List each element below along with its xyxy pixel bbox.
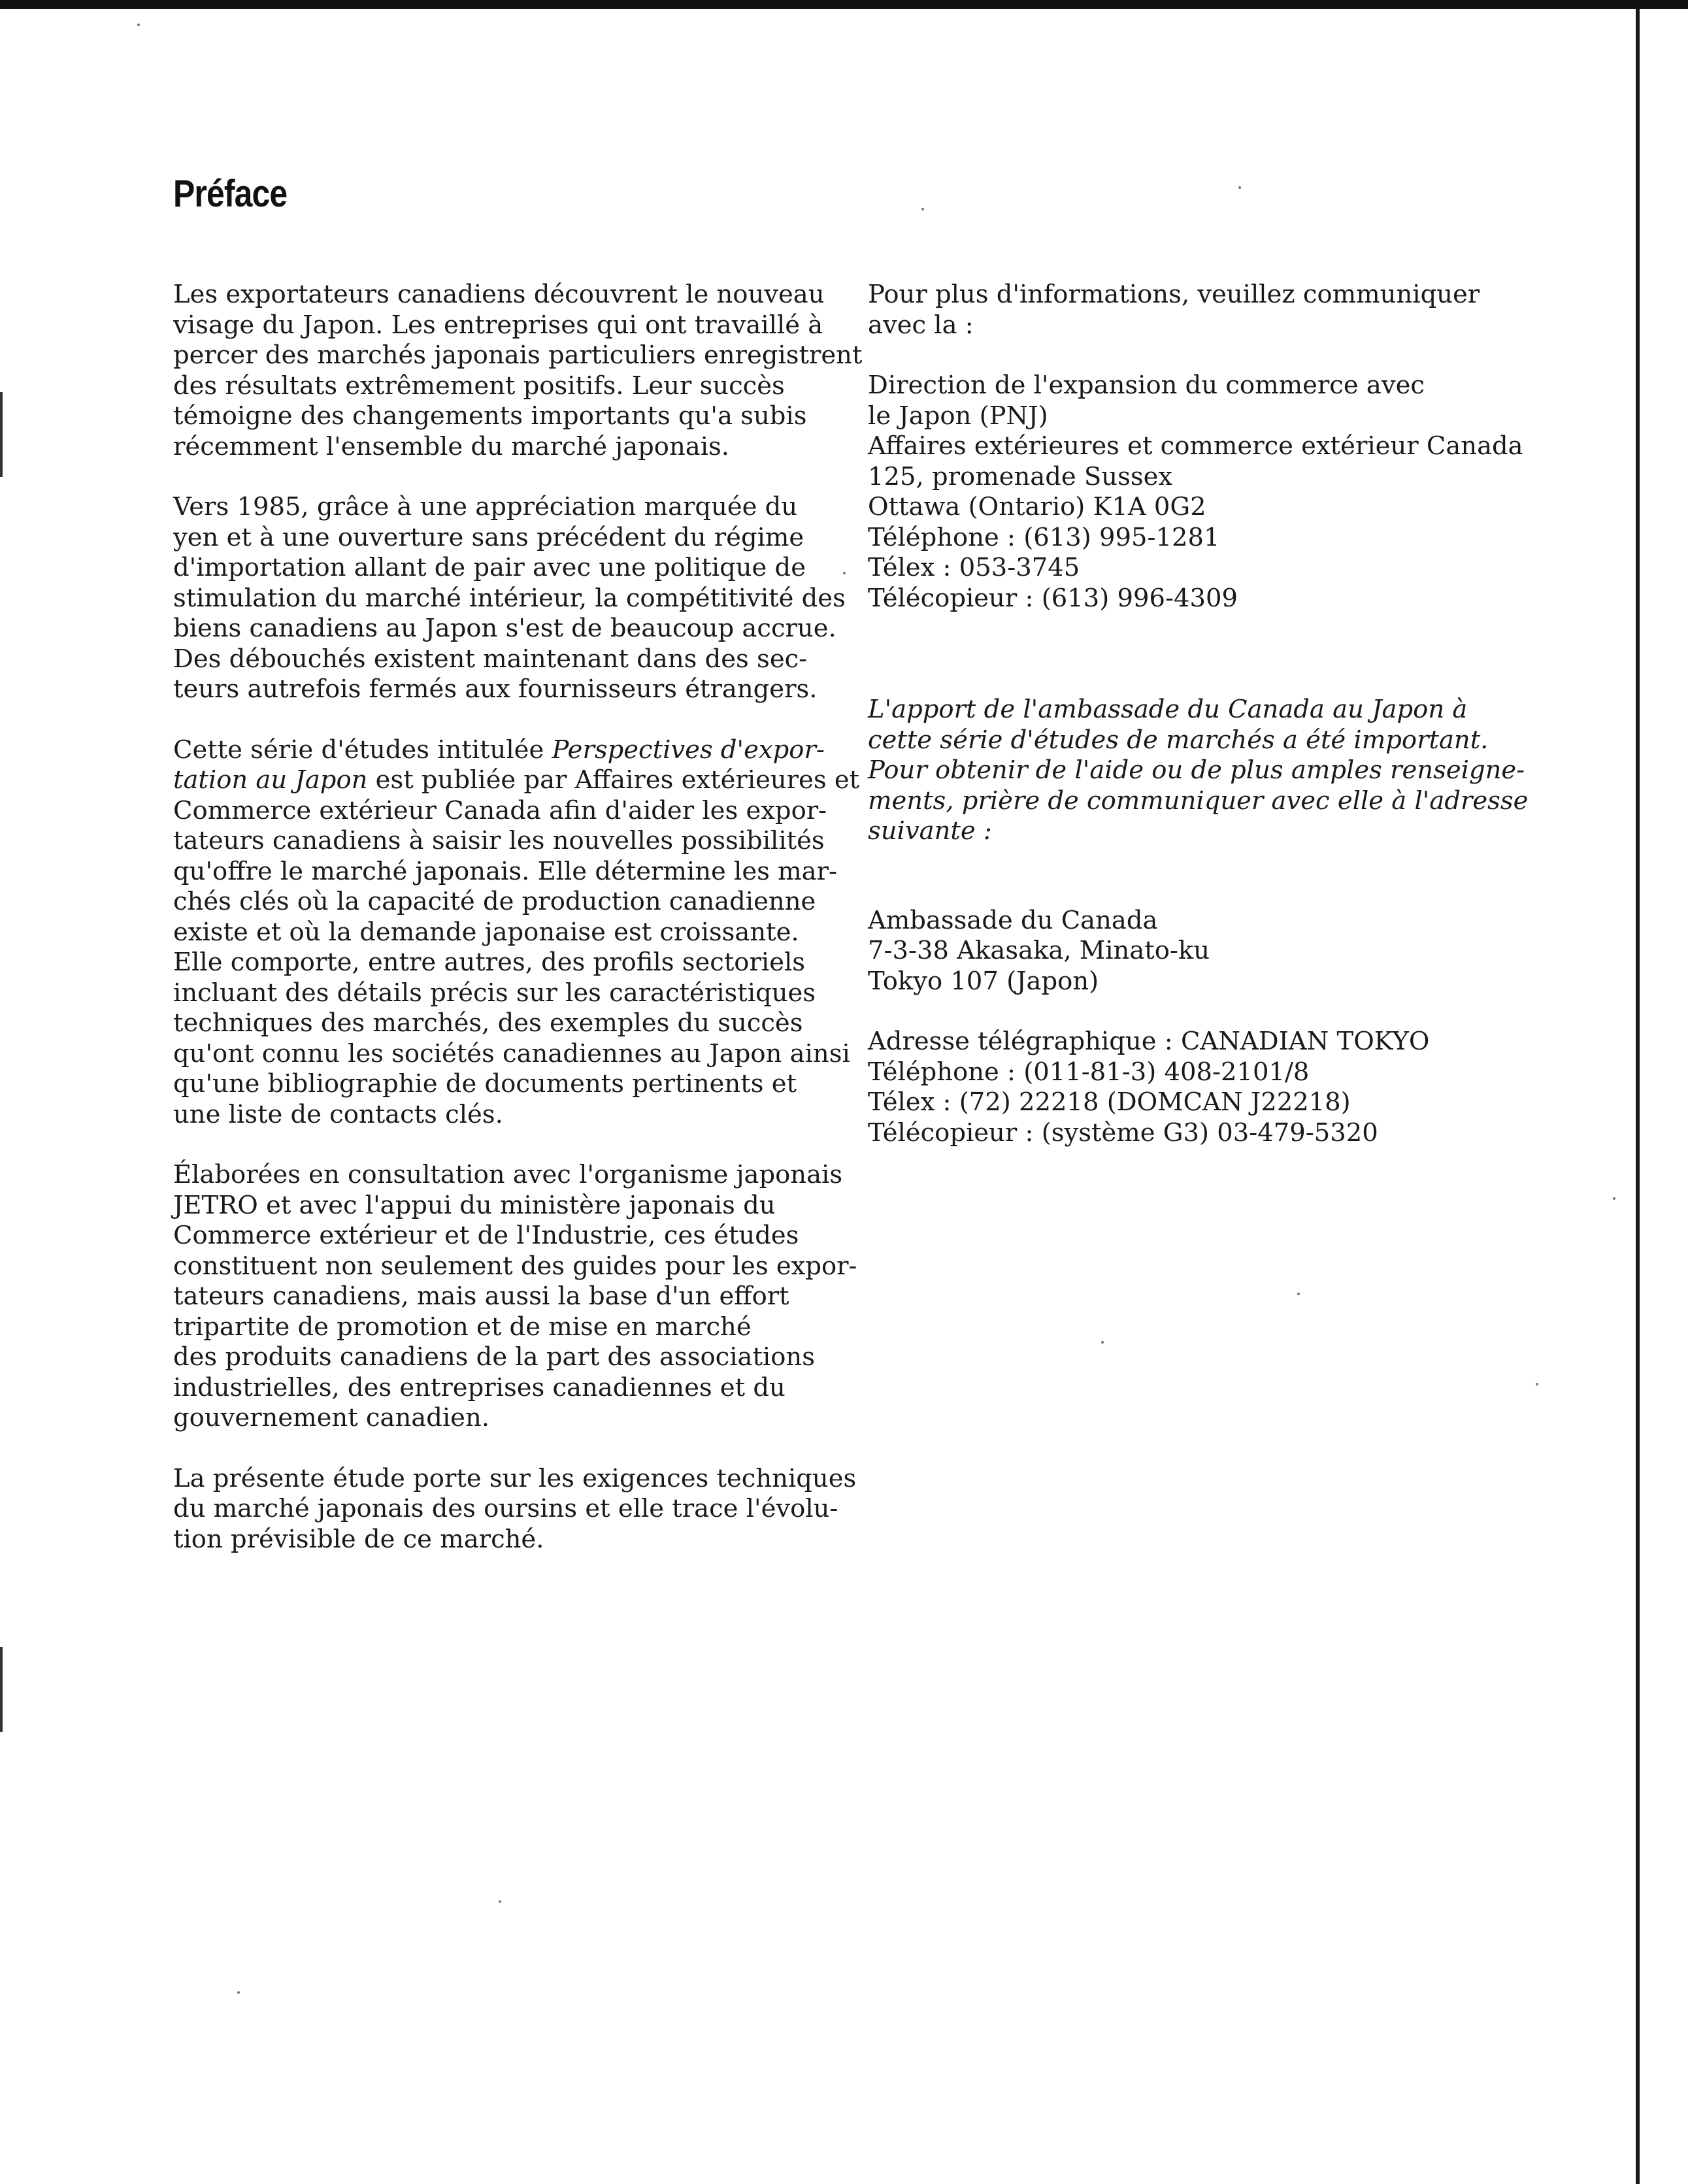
text-line: des produits canadiens de la part des associations bbox=[173, 1342, 815, 1372]
paragraph-1985 bbox=[173, 492, 846, 705]
text-line: La présente étude porte sur les exigences techniques bbox=[173, 1463, 857, 1493]
text-line: d'importation allant de pair avec une politique de bbox=[173, 553, 806, 582]
text-line: récemment l'ensemble du marché japonais. bbox=[173, 431, 730, 461]
text-line: percer des marchés japonais particuliers enregistrent bbox=[173, 340, 863, 370]
phone-line: Téléphone : (011-81-3) 408-2101/8 bbox=[868, 1057, 1310, 1087]
left-column bbox=[173, 280, 863, 1555]
text-line: Pour plus d'informations, veuillez communiquer bbox=[868, 280, 1480, 309]
text-line: Ambassade du Canada bbox=[868, 905, 1158, 935]
text-line: existe et où la demande japonaise est croissante. bbox=[173, 917, 799, 947]
text-line: techniques des marchés, des exemples du succès bbox=[173, 1008, 803, 1038]
series-title-text: tation au Japon bbox=[173, 765, 368, 795]
text-line: Élaborées en consultation avec l'organisme japonais bbox=[173, 1160, 843, 1189]
text-line: suivante : bbox=[868, 816, 992, 846]
page-title: Préface bbox=[173, 173, 288, 215]
text-line: Les exportateurs canadiens découvrent le nouveau bbox=[173, 280, 825, 309]
paragraph-spacer bbox=[868, 847, 1554, 906]
paragraph-jetro bbox=[173, 1160, 857, 1434]
scan-speck bbox=[921, 208, 924, 210]
text-line: constituent non seulement des guides pour les expor- bbox=[173, 1251, 857, 1281]
scan-speck bbox=[237, 1991, 240, 1994]
text-line: gouvernement canadien. bbox=[173, 1403, 489, 1432]
text-line: Vers 1985, grâce à une appréciation marquée du bbox=[173, 492, 798, 521]
paragraph-spacer bbox=[173, 705, 846, 735]
text-run: est publiée par Affaires extérieures et bbox=[367, 765, 860, 795]
text-line: qu'ont connu les sociétés canadiennes au Japon ainsi bbox=[173, 1038, 850, 1068]
scan-left-mark bbox=[0, 1647, 3, 1732]
paragraph-spacer bbox=[868, 997, 1554, 1027]
scan-speck bbox=[1297, 1293, 1300, 1295]
text-line: Affaires extérieures et commerce extérieur Canada bbox=[868, 431, 1523, 461]
contact-intro bbox=[868, 280, 1554, 340]
text-line: Commerce extérieur Canada afin d'aider les expor- bbox=[173, 795, 827, 825]
phone-line: Téléphone : (613) 995-1281 bbox=[868, 522, 1220, 552]
paragraph-spacer bbox=[868, 340, 1554, 371]
telegraph-line: Adresse télégraphique : CANADIAN TOKYO bbox=[868, 1027, 1430, 1056]
text-line: témoigne des changements importants qu'a subis bbox=[173, 401, 807, 431]
fax-line: Télécopieur : (système G3) 03-479-5320 bbox=[868, 1117, 1378, 1148]
paragraph-spacer bbox=[173, 1130, 846, 1160]
text-line: Elle comporte, entre autres, des profils sectoriels bbox=[173, 948, 806, 977]
text-line: stimulation du marché intérieur, la compétitivité des bbox=[173, 583, 846, 613]
text-line: ments, prière de communiquer avec elle à l'adresse bbox=[868, 786, 1529, 816]
text-line bbox=[173, 765, 860, 796]
scan-speck bbox=[1536, 1383, 1538, 1385]
scan-speck bbox=[1613, 1197, 1615, 1200]
scan-left-mark bbox=[0, 392, 3, 477]
text-line: Des débouchés existent maintenant dans des sec- bbox=[173, 644, 808, 674]
paragraph-series bbox=[173, 735, 860, 1131]
scan-speck bbox=[1238, 186, 1241, 189]
text-line: 7-3-38 Akasaka, Minato-ku bbox=[868, 936, 1210, 965]
text-line: qu'une bibliographie de documents pertinents et bbox=[173, 1069, 797, 1099]
fax-line: Télécopieur : (613) 996-4309 bbox=[868, 583, 1238, 613]
text-line: chés clés où la capacité de production canadienne bbox=[173, 887, 816, 916]
text-line: Ottawa (Ontario) K1A 0G2 bbox=[868, 492, 1206, 521]
embassy-contact-block bbox=[868, 1027, 1554, 1148]
text-line: biens canadiens au Japon s'est de beaucoup accrue. bbox=[173, 614, 836, 643]
text-line: des résultats extrêmement positifs. Leur succès bbox=[173, 371, 785, 401]
text-line: Pour obtenir de l'aide ou de plus amples renseigne- bbox=[868, 755, 1525, 785]
text-line: cette série d'études de marchés a été important. bbox=[868, 725, 1489, 755]
paragraph-spacer bbox=[868, 614, 1554, 695]
text-line bbox=[173, 735, 846, 766]
text-line: incluant des détails précis sur les caractéristiques bbox=[173, 978, 816, 1008]
telex-line: Télex : (72) 22218 (DOMCAN J22218) bbox=[868, 1087, 1351, 1117]
text-line: une liste de contacts clés. bbox=[173, 1099, 503, 1129]
text-line: yen et à une ouverture sans précédent du régime bbox=[173, 522, 804, 552]
text-line: visage du Japon. Les entreprises qui ont travaillé à bbox=[173, 310, 823, 340]
embassy-note bbox=[868, 695, 1554, 847]
scan-top-border bbox=[0, 0, 1688, 9]
text-run: Cette série d'études intitulée bbox=[173, 735, 552, 765]
text-line: JETRO et avec l'appui du ministère japonais du bbox=[173, 1190, 776, 1220]
scan-speck bbox=[137, 24, 140, 26]
embassy-address-block bbox=[868, 906, 1554, 997]
text-line: qu'offre le marché japonais. Elle détermine les mar- bbox=[173, 856, 838, 886]
paragraph-spacer bbox=[173, 462, 846, 492]
paragraph-study bbox=[173, 1463, 857, 1555]
text-line: tripartite de promotion et de mise en marché bbox=[173, 1312, 752, 1342]
text-line: Tokyo 107 (Japon) bbox=[868, 966, 1099, 996]
text-line: du marché japonais des oursins et elle trace l'évolu- bbox=[173, 1494, 838, 1523]
text-line: teurs autrefois fermés aux fournisseurs étrangers. bbox=[173, 674, 818, 704]
paragraph-intro bbox=[173, 280, 863, 462]
text-line: tateurs canadiens, mais aussi la base d'un effort bbox=[173, 1282, 789, 1311]
text-line: Direction de l'expansion du commerce avec bbox=[868, 371, 1425, 400]
scan-speck bbox=[1101, 1341, 1104, 1344]
text-line: industrielles, des entreprises canadiennes et du bbox=[173, 1372, 786, 1402]
telex-line: Télex : 053-3745 bbox=[868, 553, 1080, 582]
paragraph-spacer bbox=[173, 1434, 846, 1464]
text-line: avec la : bbox=[868, 310, 974, 340]
scan-speck bbox=[499, 1900, 501, 1903]
text-line: L'apport de l'ambassade du Canada au Japon à bbox=[868, 695, 1468, 724]
text-line: tion prévisible de ce marché. bbox=[173, 1524, 544, 1554]
text-line: tateurs canadiens à saisir les nouvelles possibilités bbox=[173, 826, 825, 855]
right-column bbox=[868, 280, 1554, 1148]
text-line: le Japon (PNJ) bbox=[868, 401, 1048, 431]
series-title-text: Perspectives d'expor- bbox=[552, 735, 825, 765]
scan-right-border bbox=[1636, 9, 1640, 2184]
contact-address-block bbox=[868, 371, 1554, 614]
text-line: 125, promenade Sussex bbox=[868, 461, 1173, 491]
text-line: Commerce extérieur et de l'Industrie, ces études bbox=[173, 1221, 799, 1250]
